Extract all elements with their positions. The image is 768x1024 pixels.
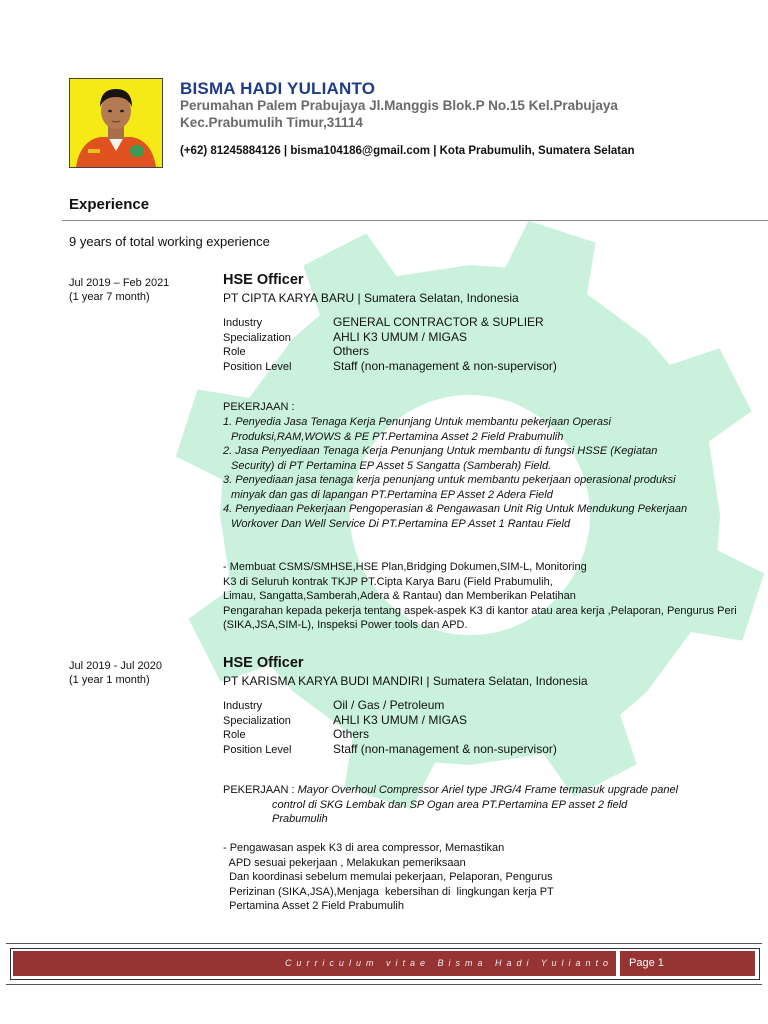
label-position-level: Position Level bbox=[223, 744, 292, 756]
candidate-name: BISMA HADI YULIANTO bbox=[180, 79, 376, 98]
pekerjaan-line: minyak dan gas di lapangan PT.Pertamina EP Asset 2 Adera Field bbox=[231, 488, 553, 501]
job-description-line: Pertamina Asset 2 Field Prabumulih bbox=[223, 900, 404, 912]
value-position-level: Staff (non-management & non-supervisor) bbox=[333, 359, 557, 373]
address-line-2: Kec.Prabumulih Timur,31114 bbox=[180, 115, 363, 130]
page-number: Page 1 bbox=[620, 951, 755, 976]
pekerjaan-line: 1. Penyedia Jasa Tenaga Kerja Penunjang Untuk membantu pekerjaan Operasi bbox=[223, 416, 611, 428]
label-specialization: Specialization bbox=[223, 332, 291, 344]
label-role: Role bbox=[223, 729, 246, 741]
job-title: HSE Officer bbox=[223, 655, 304, 671]
section-divider bbox=[62, 220, 768, 221]
job-description-line: - Membuat CSMS/SMHSE,HSE Plan,Bridging Dokumen,SIM-L, Monitoring bbox=[223, 561, 587, 573]
pekerjaan-line: control di SKG Lembak dan SP Ogan area PT.Pertamina EP asset 2 field bbox=[272, 798, 628, 811]
pekerjaan-text: Mayor Overhoul Compressor Ariel type JRG/4 Frame termasuk upgrade panel bbox=[297, 784, 679, 796]
label-specialization: Specialization bbox=[223, 715, 291, 727]
job-description-line: Pengarahan kepada pekerja tentang aspek-aspek K3 di kantor atau area kerja ,Pelaporan, Pengurus Peri bbox=[223, 604, 737, 617]
address-line-1: Perumahan Palem Prabujaya Jl.Manggis Blok.P No.15 Kel.Prabujaya bbox=[180, 98, 618, 113]
job-description-line: - Pengawasan aspek K3 di area compressor, Memastikan bbox=[223, 842, 505, 854]
job-description-line: Limau, Sangatta,Samberah,Adera & Rantau) dan Memberikan Pelatihan bbox=[223, 590, 576, 602]
job-title: HSE Officer bbox=[223, 272, 304, 288]
pekerjaan-line: 2. Jasa Penyediaan Tenaga Kerja Penunjang Untuk membantu di fungsi HSSE (Kegiatan bbox=[223, 445, 658, 457]
value-industry: Oil / Gas / Petroleum bbox=[333, 698, 445, 712]
footer-title: Curriculum vitae Bisma Hadi Yulianto bbox=[284, 958, 613, 968]
pekerjaan-line: 3. Penyediaan jasa tenaga kerja penunjang untuk membantu pekerjaan operasional produksi bbox=[223, 474, 676, 486]
job-company: PT CIPTA KARYA BARU | Sumatera Selatan, Indonesia bbox=[223, 291, 519, 305]
value-role: Others bbox=[333, 727, 370, 741]
job-duration: (1 year 1 month) bbox=[69, 674, 150, 686]
job-duration: (1 year 7 month) bbox=[69, 291, 150, 303]
total-experience: 9 years of total working experience bbox=[69, 234, 270, 249]
section-title-experience: Experience bbox=[69, 196, 150, 213]
value-role: Others bbox=[333, 344, 370, 358]
pekerjaan-line: Prabumulih bbox=[272, 813, 328, 825]
profile-photo bbox=[69, 78, 163, 168]
job-description-line: Dan koordinasi sebelum memulai pekerjaan, Pelaporan, Pengurus bbox=[223, 871, 553, 883]
job-company: PT KARISMA KARYA BUDI MANDIRI | Sumatera Selatan, Indonesia bbox=[223, 674, 588, 688]
avatar bbox=[70, 79, 162, 167]
pekerjaan-label: PEKERJAAN : bbox=[223, 784, 298, 796]
job-description-line: (SIKA,JSA,SIM-L), Inspeksi Power tools dan APD. bbox=[223, 619, 468, 631]
value-specialization: AHLI K3 UMUM / MIGAS bbox=[333, 713, 468, 727]
pekerjaan-line: Produksi,RAM,WOWS & PE PT.Pertamina Asset 2 Field Prabumulih bbox=[231, 430, 564, 443]
label-role: Role bbox=[223, 346, 246, 358]
contact-info: (+62) 81245884126 | bisma104186@gmail.com | Kota Prabumulih, Sumatera Selatan bbox=[180, 145, 635, 157]
value-industry: GENERAL CONTRACTOR & SUPLIER bbox=[333, 315, 544, 329]
job-description-line: K3 di Seluruh kontrak TKJP PT.Cipta Karya Baru (Field Prabumulih, bbox=[223, 575, 553, 588]
value-position-level: Staff (non-management & non-supervisor) bbox=[333, 742, 557, 756]
address bbox=[180, 97, 700, 131]
pekerjaan-line bbox=[223, 783, 678, 798]
pekerjaan-line: Workover Dan Well Service Di PT.Pertamina EP Asset 1 Rantau Field bbox=[231, 517, 571, 530]
job-date: Jul 2019 – Feb 2021 bbox=[69, 277, 170, 289]
value-specialization: AHLI K3 UMUM / MIGAS bbox=[333, 330, 468, 344]
pekerjaan-label: PEKERJAAN : bbox=[223, 401, 295, 413]
label-position-level: Position Level bbox=[223, 361, 292, 373]
label-industry: Industry bbox=[223, 317, 263, 329]
label-industry: Industry bbox=[223, 700, 263, 712]
job-description-line: APD sesuai pekerjaan , Melakukan pemeriksaan bbox=[223, 856, 466, 869]
job-date: Jul 2019 - Jul 2020 bbox=[69, 660, 162, 672]
job-description-line: Perizinan (SIKA,JSA),Menjaga kebersihan di lingkungan kerja PT bbox=[223, 885, 554, 898]
pekerjaan-line: Security) di PT Pertamina EP Asset 5 Sangatta (Samberah) Field. bbox=[231, 459, 552, 472]
pekerjaan-line: 4. Penyediaan Pekerjaan Pengoperasian & Pengawasan Unit Rig Untuk Mendukung Pekerjaan bbox=[223, 503, 688, 515]
